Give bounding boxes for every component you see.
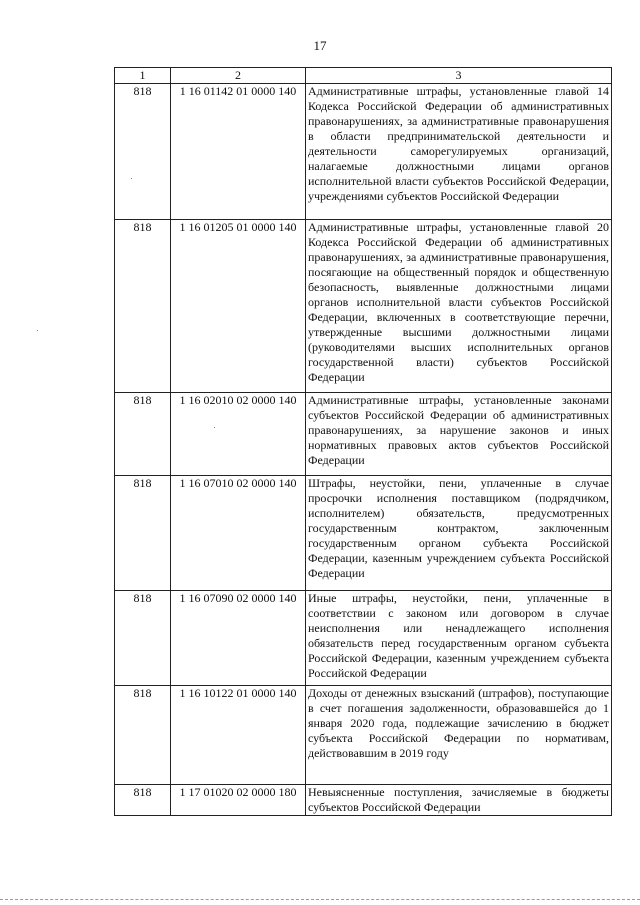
description-cell: Невыясненные поступления, зачисляемые в бюджеты субъектов Российской Федерации xyxy=(306,785,612,816)
table-row xyxy=(115,220,612,393)
budget-code-cell: 1 16 01142 01 0000 140 xyxy=(171,84,306,220)
scan-speck xyxy=(131,178,132,179)
admin-code-cell: 818 xyxy=(115,591,171,686)
table-row xyxy=(115,591,612,686)
admin-code-cell: 818 xyxy=(115,220,171,393)
budget-code-cell: 1 16 07010 02 0000 140 xyxy=(171,476,306,591)
admin-code-cell: 818 xyxy=(115,785,171,816)
description-cell: Административные штрафы, установленные главой 20 Кодекса Российской Федерации об административных правонарушениях, за административные правонарушения, посягающие на общественный порядок и общественную безопасность, выявленные должностными лицами органов исполнительной власти субъектов Российской Федерации, включенных в соответствующие перечни, утвержденные высшими должностными лицами (руководителями высших исполнительных органов государственной власти) субъектов Российской Федерации xyxy=(306,220,612,393)
table-row xyxy=(115,686,612,785)
description-cell: Штрафы, неустойки, пени, уплаченные в случае просрочки исполнения поставщиком (подрядчиком, исполнителем) обязательств, предусмотренных государственным контрактом, заключенным государственным органом субъекта Российской Федерации, казенным учреждением субъекта Российской Федерации xyxy=(306,476,612,591)
admin-code-cell: 818 xyxy=(115,84,171,220)
budget-code-cell: 1 16 07090 02 0000 140 xyxy=(171,591,306,686)
column-header-description: 3 xyxy=(306,68,612,84)
description-cell: Доходы от денежных взысканий (штрафов), поступающие в счет погашения задолженности, образовавшейся до 1 января 2020 года, подлежащие зачислению в бюджет субъекта Российской Федерации по нормативам, действовавшим в 2019 году xyxy=(306,686,612,785)
column-header-admin: 1 xyxy=(115,68,171,84)
table-row xyxy=(115,785,612,816)
description-cell: Административные штрафы, установленные главой 14 Кодекса Российской Федерации об административных правонарушениях, за административные правонарушения в области предпринимательской деятельности и деятельности саморегулируемых организаций, налагаемые должностными лицами органов исполнительной власти субъектов Российской Федерации, учреждениями субъектов Российской Федерации xyxy=(306,84,612,220)
page-number: 17 xyxy=(313,38,327,53)
description-cell: Административные штрафы, установленные законами субъектов Российской Федерации об административных правонарушениях, за нарушение законов и иных нормативных правовых актов субъектов Российской Федерации xyxy=(306,393,612,476)
admin-code-cell: 818 xyxy=(115,393,171,476)
admin-code-cell: 818 xyxy=(115,476,171,591)
table-header-row xyxy=(115,68,612,84)
budget-code-cell: 1 16 02010 02 0000 140 xyxy=(171,393,306,476)
table-row xyxy=(115,476,612,591)
admin-code-cell: 818 xyxy=(115,686,171,785)
budget-code-cell: 1 17 01020 02 0000 180 xyxy=(171,785,306,816)
scan-speck xyxy=(37,330,38,331)
description-cell: Иные штрафы, неустойки, пени, уплаченные в соответствии с законом или договором в случае неисполнения или ненадлежащего исполнения обязательств перед государственным органом субъекта Российской Федерации, казенным учреждением субъекта Российской Федерации xyxy=(306,591,612,686)
scan-speck xyxy=(214,427,215,428)
budget-code-cell: 1 16 01205 01 0000 140 xyxy=(171,220,306,393)
table-row xyxy=(115,393,612,476)
budget-codes-table xyxy=(114,67,612,816)
table-row xyxy=(115,84,612,220)
column-header-kbk: 2 xyxy=(171,68,306,84)
budget-code-cell: 1 16 10122 01 0000 140 xyxy=(171,686,306,785)
scan-bottom-edge xyxy=(0,899,640,900)
